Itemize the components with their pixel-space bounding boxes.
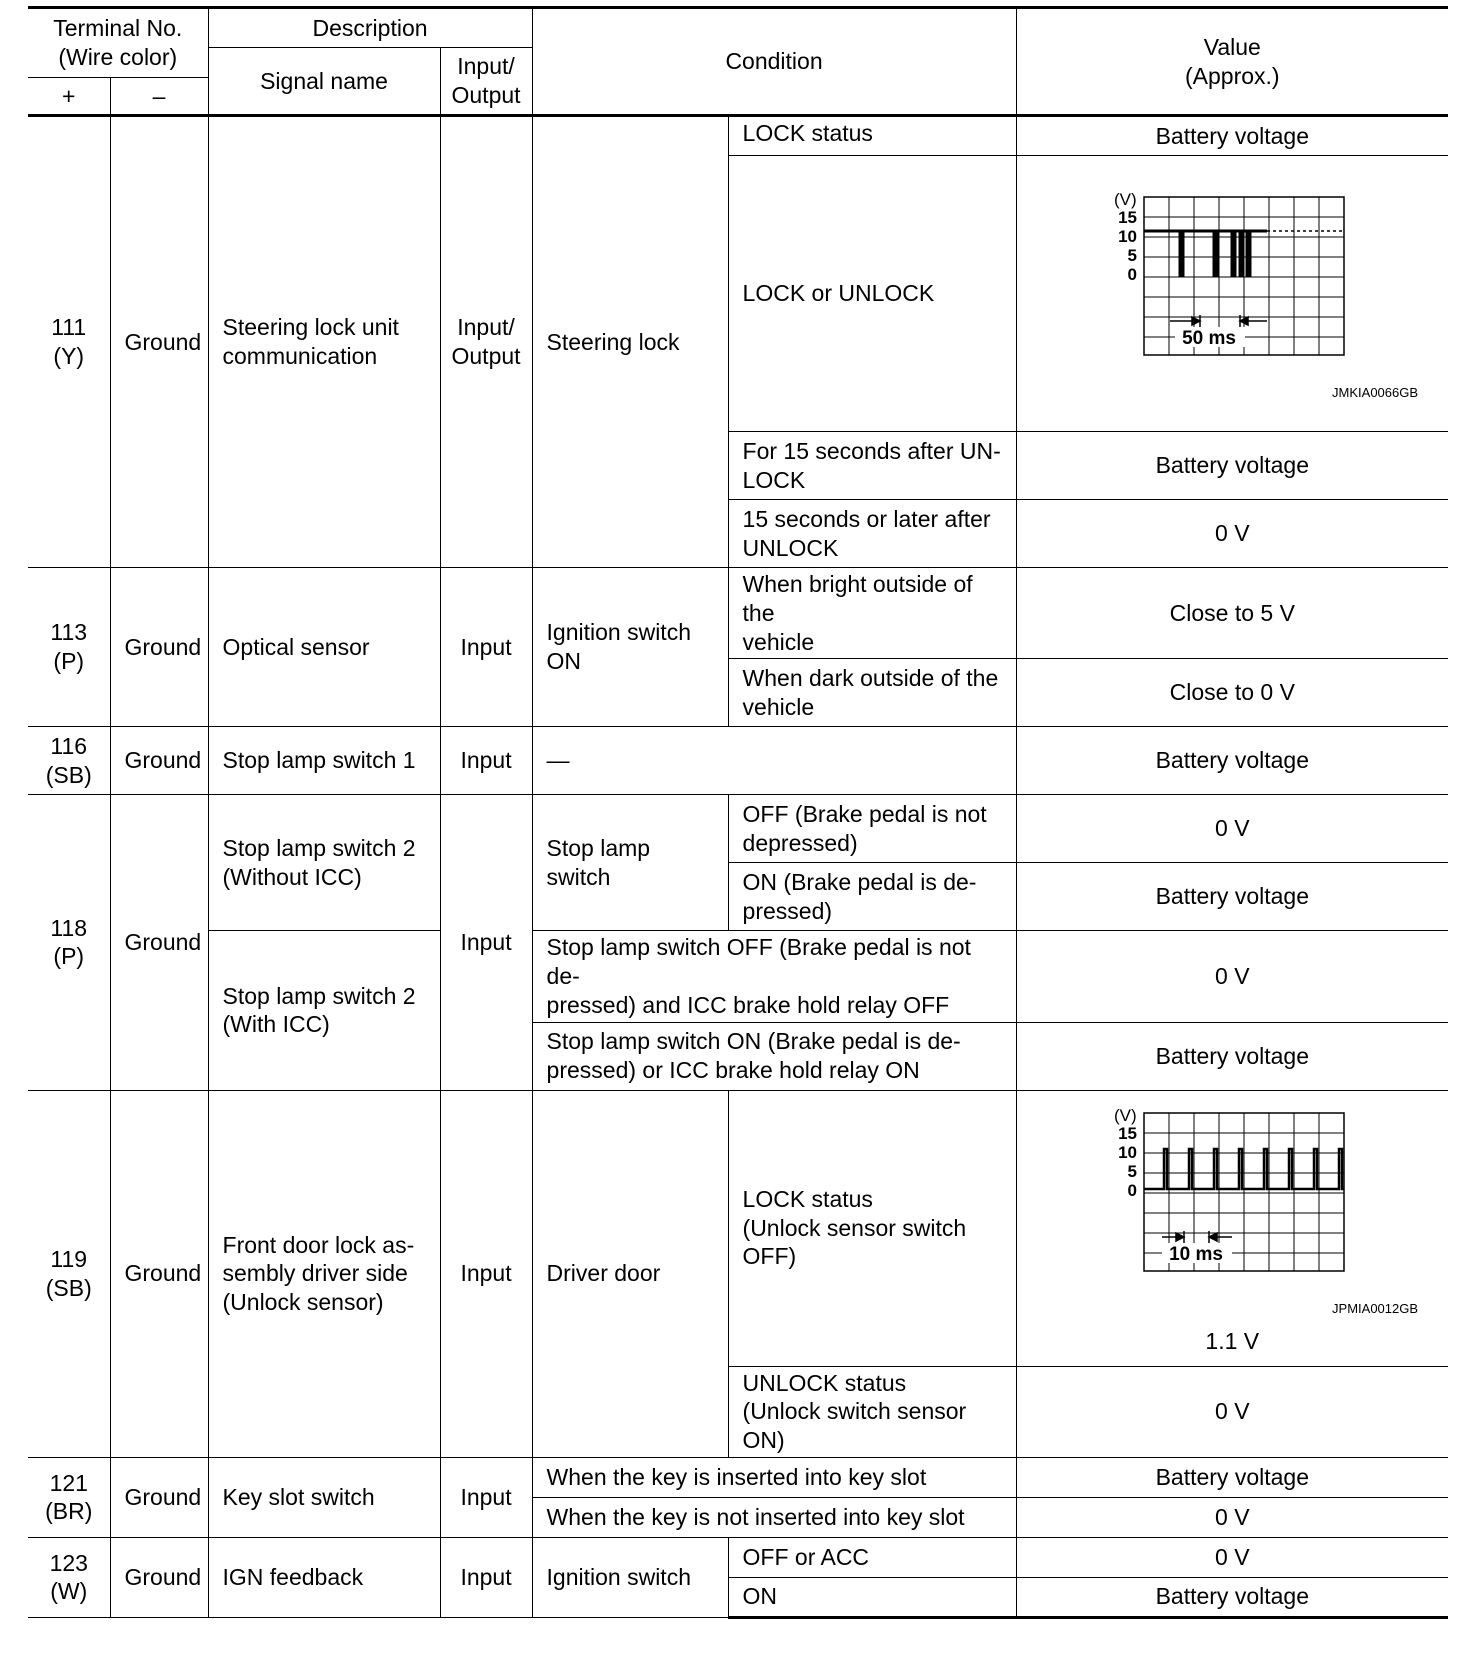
subcondition-119-unlock: UNLOCK status (Unlock switch sensor ON)	[728, 1366, 1016, 1457]
ground-118: Ground	[110, 795, 208, 1090]
table-row	[28, 1537, 1448, 1577]
terminal-spec-table	[28, 6, 1448, 1619]
value-113-dark: Close to 0 V	[1016, 659, 1448, 727]
header-condition: Condition	[532, 8, 1016, 116]
io-123: Input	[440, 1537, 532, 1617]
value-111-15s-later: 0 V	[1016, 500, 1448, 568]
waveform-chart-111	[1092, 191, 1372, 383]
terminal-113: 113 (P)	[28, 568, 110, 727]
subcondition-111-lock: LOCK status	[728, 116, 1016, 156]
io-113: Input	[440, 568, 532, 727]
value-118-icc-on: Battery voltage	[1016, 1022, 1448, 1090]
value-111-15s-after: Battery voltage	[1016, 432, 1448, 500]
header-plus: +	[28, 78, 110, 116]
value-118-on: Battery voltage	[1016, 863, 1448, 931]
condition-116: —	[532, 727, 1016, 795]
subcondition-118-off: OFF (Brake pedal is not depressed)	[728, 795, 1016, 863]
signal-111: Steering lock unit communication	[208, 116, 440, 568]
condition-113: Ignition switch ON	[532, 568, 728, 727]
table-row	[28, 1457, 1448, 1497]
waveform-tick-119: 10	[1118, 1142, 1138, 1162]
io-121: Input	[440, 1457, 532, 1537]
ground-116: Ground	[110, 727, 208, 795]
terminal-111: 111 (Y)	[28, 116, 110, 568]
value-118-off: 0 V	[1016, 795, 1448, 863]
condition-121-not-inserted: When the key is not inserted into key slot	[532, 1497, 1016, 1537]
signal-118-without-icc: Stop lamp switch 2 (Without ICC)	[208, 795, 440, 931]
waveform-unit-111: (V)	[1114, 191, 1137, 210]
waveform-tick-111: 15	[1118, 208, 1138, 228]
terminal-118: 118 (P)	[28, 795, 110, 1090]
terminal-116: 116 (SB)	[28, 727, 110, 795]
condition-118-icc-on: Stop lamp switch ON (Brake pedal is de- pressed) or ICC brake hold relay ON	[532, 1022, 1016, 1090]
waveform-code-119: JPMIA0012GB	[1332, 1300, 1419, 1316]
subcondition-123-off: OFF or ACC	[728, 1537, 1016, 1577]
subcondition-118-on: ON (Brake pedal is de- pressed)	[728, 863, 1016, 931]
signal-123: IGN feedback	[208, 1537, 440, 1617]
ground-111: Ground	[110, 116, 208, 568]
header-minus: –	[110, 78, 208, 116]
table-row	[28, 1090, 1448, 1366]
header-input-output: Input/ Output	[440, 48, 532, 116]
waveform-signal-111	[1144, 231, 1267, 275]
condition-119: Driver door	[532, 1090, 728, 1457]
terminal-121: 121 (BR)	[28, 1457, 110, 1537]
waveform-time-label-111: 50 ms	[1182, 328, 1237, 350]
waveform-chart-119	[1092, 1107, 1372, 1299]
ground-121: Ground	[110, 1457, 208, 1537]
ground-119: Ground	[110, 1090, 208, 1457]
table-row	[28, 116, 1448, 156]
value-116: Battery voltage	[1016, 727, 1448, 795]
ground-123: Ground	[110, 1537, 208, 1617]
subcondition-123-on: ON	[728, 1577, 1016, 1617]
condition-123: Ignition switch	[532, 1537, 728, 1617]
condition-118: Stop lamp switch	[532, 795, 728, 931]
value-121-not-inserted: 0 V	[1016, 1497, 1448, 1537]
condition-118-icc-off: Stop lamp switch OFF (Brake pedal is not de- pressed) and ICC brake hold relay OFF	[532, 931, 1016, 1022]
io-116: Input	[440, 727, 532, 795]
io-118: Input	[440, 795, 532, 1090]
io-119: Input	[440, 1090, 532, 1457]
table-row	[28, 931, 1448, 1022]
value-118-icc-off: 0 V	[1016, 931, 1448, 1022]
header-value	[1016, 8, 1448, 116]
header-value-label: Value (Approx.)	[1184, 33, 1280, 89]
waveform-unit-119: (V)	[1114, 1106, 1137, 1125]
subcondition-111-15s-later: 15 seconds or later after UNLOCK	[728, 500, 1016, 568]
terminal-123: 123 (W)	[28, 1537, 110, 1617]
waveform-tick-111: 0	[1127, 265, 1138, 285]
subcondition-111-15s-after: For 15 seconds after UN- LOCK	[728, 432, 1016, 500]
value-111-waveform	[1016, 156, 1448, 432]
value-113-bright: Close to 5 V	[1016, 568, 1448, 659]
waveform-time-label-119: 10 ms	[1169, 1243, 1224, 1265]
waveform-tick-111: 10	[1118, 227, 1138, 247]
value-123-off: 0 V	[1016, 1537, 1448, 1577]
signal-121: Key slot switch	[208, 1457, 440, 1537]
signal-116: Stop lamp switch 1	[208, 727, 440, 795]
subcondition-113-bright: When bright outside of the vehicle	[728, 568, 1016, 659]
value-111-lock: Battery voltage	[1016, 116, 1448, 156]
waveform-tick-111: 5	[1127, 246, 1138, 266]
terminal-spec-table-container	[28, 6, 1448, 1619]
value-121-inserted: Battery voltage	[1016, 1457, 1448, 1497]
ground-113: Ground	[110, 568, 208, 727]
condition-121-inserted: When the key is inserted into key slot	[532, 1457, 1016, 1497]
value-123-on: Battery voltage	[1016, 1577, 1448, 1617]
table-row	[28, 568, 1448, 659]
value-119-waveform	[1016, 1090, 1448, 1366]
waveform-code-111: JMKIA0066GB	[1332, 385, 1419, 401]
value-119-unlock: 0 V	[1016, 1366, 1448, 1457]
io-111: Input/ Output	[440, 116, 532, 568]
header-terminal-no-label: Terminal No.	[53, 15, 183, 42]
signal-119: Front door lock as- sembly driver side (Unlock sensor)	[208, 1090, 440, 1457]
header-description: Description	[208, 8, 532, 48]
table-row	[28, 795, 1448, 863]
subcondition-113-dark: When dark outside of the vehicle	[728, 659, 1016, 727]
waveform-tick-119: 15	[1118, 1123, 1138, 1143]
waveform-tick-119: 0	[1127, 1180, 1138, 1200]
signal-113: Optical sensor	[208, 568, 440, 727]
header-wire-color-label: (Wire color)	[58, 44, 178, 70]
table-row	[28, 727, 1448, 795]
waveform-tick-119: 5	[1127, 1161, 1138, 1181]
subcondition-119-lock: LOCK status (Unlock sensor switch OFF)	[728, 1090, 1016, 1366]
header-terminal-no	[28, 8, 208, 78]
header-signal-name: Signal name	[208, 48, 440, 116]
signal-118-with-icc: Stop lamp switch 2 (With ICC)	[208, 931, 440, 1090]
terminal-119: 119 (SB)	[28, 1090, 110, 1457]
condition-111: Steering lock	[532, 116, 728, 568]
value-119-lock: 1.1 V	[1205, 1327, 1260, 1354]
subcondition-111-lock-unlock: LOCK or UNLOCK	[728, 156, 1016, 432]
